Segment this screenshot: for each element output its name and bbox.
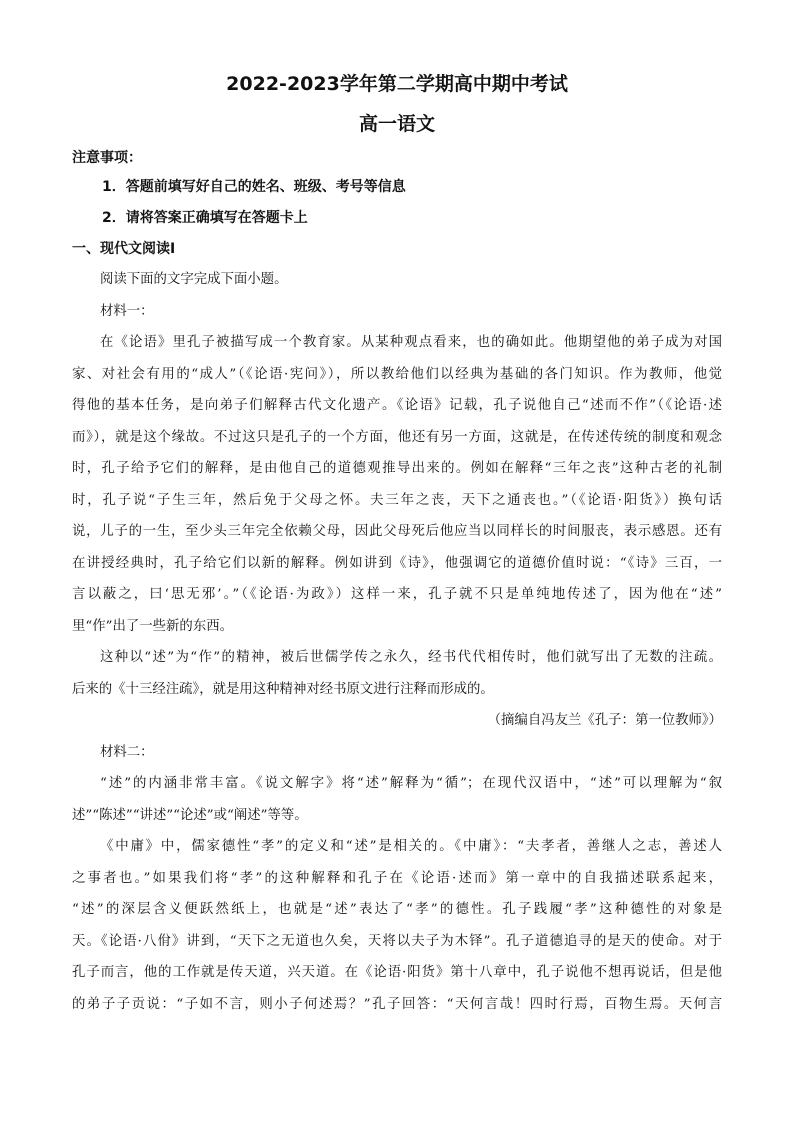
material-two <box>72 737 722 1021</box>
note-item-2: 2．请将答案正确填写在答题卡上 <box>102 210 308 226</box>
text-line: 说，儿子的一生，至少头三年完全依赖父母，因此父母死后他应当以同样长的时间服丧，表示感恩。还有 <box>72 524 722 539</box>
source-citation: （摘编自冯友兰《孔子：第一位教师》） <box>487 713 722 728</box>
text-line: 在讲授经典时，孔子给它们以新的解释。例如讲到《诗》，他强调它的道德价值时说：“《诗》三百，一 <box>72 555 722 571</box>
exam-title: 2022-2023学年第二学期高中期中考试 <box>226 73 568 95</box>
text-line: 孔子而言，他的工作就是传天道，兴天道。在《论语·阳货》第十八章中，孔子说他不想再说话，但是他 <box>72 965 722 980</box>
text-line: 《中庸》中，儒家德性“孝”的定义和“述”是相关的。《中庸》：“夫孝者，善继人之志，善述人 <box>100 839 722 854</box>
text-line: 时，孔子给予它们的解释，是由他自己的道德观推导出来的。例如在解释“三年之丧”这种古老的礼制 <box>72 461 722 476</box>
text-line: 后来的《十三经注疏》，就是用这种精神对经书原文进行注释而形成的。 <box>72 681 494 697</box>
notes-heading: 注意事项： <box>72 150 142 166</box>
text-line: 而》），就是这个缘故。不过这只是孔子的一个方面，他还有另一方面，这就是，在传述传统的制度和观念 <box>72 429 722 445</box>
text-line: 时，孔子说“子生三年，然后免于父母之怀。夫三年之丧，天下之通丧也。”（《论语·阳货》）换句话 <box>72 492 722 508</box>
material-one-label: 材料一： <box>100 303 154 319</box>
text-line: 得他的基本任务，是向弟子们解释古代文化遗产。《论语》记载，孔子说他自己“述而不作”（《论语·述 <box>72 398 722 413</box>
text-line: 这种以“述”为“作”的精神，被后世儒学传之永久，经书代代相传时，他们就写出了无数的注疏。 <box>100 650 722 665</box>
text-line: “述”的深层含义便跃然纸上，也就是“述”表达了“孝”的德性。孔子践履“孝”这种德性的对象是 <box>72 902 722 917</box>
text-line: 言以蔽之，曰‘思无邪’。”（《论语·为政》）这样一来，孔子就不只是单纯地传述了，因为他在“述” <box>72 587 722 602</box>
text-line: 里“作”出了一些新的东西。 <box>72 618 233 634</box>
text-line: 天。《论语·八佾》讲到，“天下之无道也久矣，天将以夫子为木铎”。孔子道德追寻的是天的使命。对于 <box>72 933 722 949</box>
text-line: 述”“陈述”“讲述”“论述”或“阐述”等等。 <box>72 807 308 823</box>
text-line: 的弟子子贡说：“子如不言，则小子何述焉？”孔子回答：“天何言哉！四时行焉，百物生焉。天何言 <box>72 996 722 1012</box>
material-one <box>72 296 722 737</box>
material-two-label: 材料二： <box>100 744 154 760</box>
text-line: 家、对社会有用的“成人”（《论语·宪问》），所以教给他们以经典为基础的各门知识。作为教师，他觉 <box>72 366 722 382</box>
text-line: 之事者也。”如果我们将“孝”的这种解释和孔子在《论语·述而》第一章中的自我描述联系起来， <box>72 870 722 886</box>
text-line: “述”的内涵非常丰富。《说文解字》将“述”解释为“循”；在现代汉语中，“述”可以理解为“叙 <box>100 776 722 791</box>
reading-instruction: 阅读下面的文字完成下面小题。 <box>100 272 288 287</box>
exam-subtitle: 高一语文 <box>358 113 435 135</box>
note-item-1: 1．答题前填写好自己的姓名、班级、考号等信息 <box>102 179 406 195</box>
notes-block <box>72 144 722 234</box>
section-heading: 一、现代文阅读Ⅰ <box>72 241 176 257</box>
text-line: 在《论语》里孔子被描写成一个教育家。从某种观点看来，也的确如此。他期望他的弟子成为对国 <box>100 335 722 350</box>
